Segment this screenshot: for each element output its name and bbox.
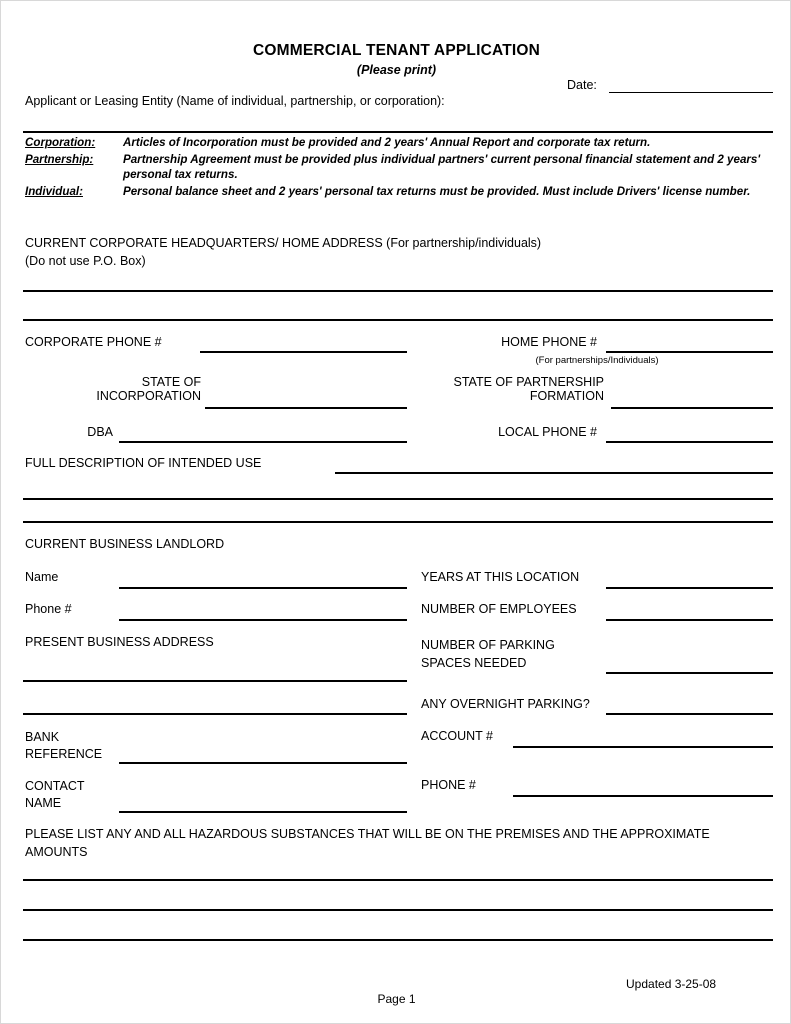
intended-use-input-line-2[interactable]	[23, 498, 773, 500]
instructions-top-divider	[23, 131, 773, 133]
parking-spaces-line2: SPACES NEEDED	[421, 656, 527, 670]
contact-phone-input-line[interactable]	[513, 795, 773, 797]
address-input-line-1[interactable]	[23, 290, 773, 292]
parking-spaces-line1: NUMBER OF PARKING	[421, 638, 555, 652]
contact-phone-label: PHONE #	[421, 778, 476, 792]
account-number-input-line[interactable]	[513, 746, 773, 748]
instruction-text-individual: Personal balance sheet and 2 years' personal tax returns must be provided. Must include Drivers' license number.	[123, 184, 751, 198]
page-number-label: Page 1	[377, 992, 416, 1006]
parking-spaces-needed-label	[421, 636, 555, 672]
contact-name-line2: NAME	[25, 796, 62, 810]
current-address-heading-line2: (Do not use P.O. Box)	[25, 254, 146, 268]
state-of-partnership-line1: STATE OF PARTNERSHIP	[453, 375, 604, 389]
state-of-incorporation-line2: INCORPORATION	[96, 389, 201, 403]
contact-name-label	[25, 778, 85, 812]
local-phone-label: LOCAL PHONE #	[498, 425, 597, 439]
landlord-name-label: Name	[25, 570, 59, 584]
state-of-partnership-line2: FORMATION	[529, 389, 604, 403]
instructions-block	[25, 135, 775, 200]
hazardous-input-line-3[interactable]	[23, 939, 773, 941]
landlord-name-input-line[interactable]	[119, 587, 407, 589]
present-business-address-input-line-1[interactable]	[23, 680, 407, 682]
address-input-line-2[interactable]	[23, 319, 773, 321]
years-at-location-input-line[interactable]	[606, 587, 773, 589]
page-subtitle: (Please print)	[356, 63, 437, 77]
home-phone-input-line[interactable]	[606, 351, 773, 353]
instruction-row-individual	[25, 184, 775, 200]
bank-reference-input-line[interactable]	[119, 762, 407, 764]
dba-input-line[interactable]	[119, 441, 407, 443]
landlord-phone-label: Phone #	[25, 602, 72, 616]
hazardous-substances-line2: AMOUNTS	[25, 845, 88, 859]
corporate-phone-input-line[interactable]	[200, 351, 407, 353]
current-business-landlord-heading: CURRENT BUSINESS LANDLORD	[25, 537, 225, 551]
hazardous-input-line-1[interactable]	[23, 879, 773, 881]
state-of-incorporation-input-line[interactable]	[205, 407, 407, 409]
local-phone-input-line[interactable]	[606, 441, 773, 443]
intended-use-input-line-3[interactable]	[23, 521, 773, 523]
instruction-text-partnership: Partnership Agreement must be provided plus individual partners' current personal financial statement and 2 years' personal tax returns.	[123, 152, 761, 181]
hazardous-substances-heading	[25, 825, 765, 861]
bank-reference-line2: REFERENCE	[25, 747, 103, 761]
state-of-partnership-input-line[interactable]	[611, 407, 773, 409]
date-label: Date:	[567, 78, 597, 92]
state-of-incorporation-label	[1, 375, 201, 403]
state-of-partnership-label	[381, 375, 604, 403]
current-address-heading	[25, 234, 541, 270]
instruction-row-corporation	[25, 135, 775, 151]
intended-use-input-line-1[interactable]	[335, 472, 773, 474]
overnight-parking-label: ANY OVERNIGHT PARKING?	[421, 697, 590, 711]
contact-name-input-line[interactable]	[119, 811, 407, 813]
corporate-phone-label: CORPORATE PHONE #	[25, 335, 162, 349]
instruction-term-individual: Individual:	[25, 184, 83, 198]
hazardous-substances-line1: PLEASE LIST ANY AND ALL HAZARDOUS SUBSTANCES THAT WILL BE ON THE PREMISES AND THE APPROXIMATE	[25, 827, 710, 841]
contact-name-line1: CONTACT	[25, 779, 85, 793]
number-of-employees-input-line[interactable]	[606, 619, 773, 621]
home-phone-label: HOME PHONE #	[501, 335, 597, 349]
page-title: COMMERCIAL TENANT APPLICATION	[252, 42, 541, 59]
hazardous-input-line-2[interactable]	[23, 909, 773, 911]
current-address-heading-line1: CURRENT CORPORATE HEADQUARTERS/ HOME ADDRESS (For partnership/individuals)	[25, 236, 542, 250]
present-business-address-input-line-2[interactable]	[23, 713, 407, 715]
account-number-label: ACCOUNT #	[421, 729, 494, 743]
instruction-term-partnership: Partnership:	[25, 152, 94, 166]
bank-reference-label	[25, 729, 102, 763]
dba-label: DBA	[87, 425, 113, 439]
number-of-employees-label: NUMBER OF EMPLOYEES	[421, 602, 577, 616]
applicant-entity-label: Applicant or Leasing Entity (Name of individual, partnership, or corporation):	[25, 94, 445, 108]
landlord-phone-input-line[interactable]	[119, 619, 407, 621]
home-phone-note: (For partnerships/Individuals)	[535, 355, 659, 366]
instruction-term-corporation: Corporation:	[25, 136, 96, 149]
parking-spaces-input-line[interactable]	[606, 672, 773, 674]
bank-reference-line1: BANK	[25, 730, 60, 744]
intended-use-label: FULL DESCRIPTION OF INTENDED USE	[25, 456, 262, 470]
date-input-line[interactable]	[609, 92, 773, 93]
updated-date-label: Updated 3-25-08	[626, 977, 717, 991]
overnight-parking-input-line[interactable]	[606, 713, 773, 715]
years-at-location-label: YEARS AT THIS LOCATION	[421, 570, 580, 584]
instruction-text-corporation: Articles of Incorporation must be provided and 2 years' Annual Report and corporate tax return.	[123, 136, 651, 149]
state-of-incorporation-line1: STATE OF	[141, 375, 201, 389]
present-business-address-label: PRESENT BUSINESS ADDRESS	[25, 635, 214, 649]
instruction-row-partnership	[25, 152, 775, 183]
